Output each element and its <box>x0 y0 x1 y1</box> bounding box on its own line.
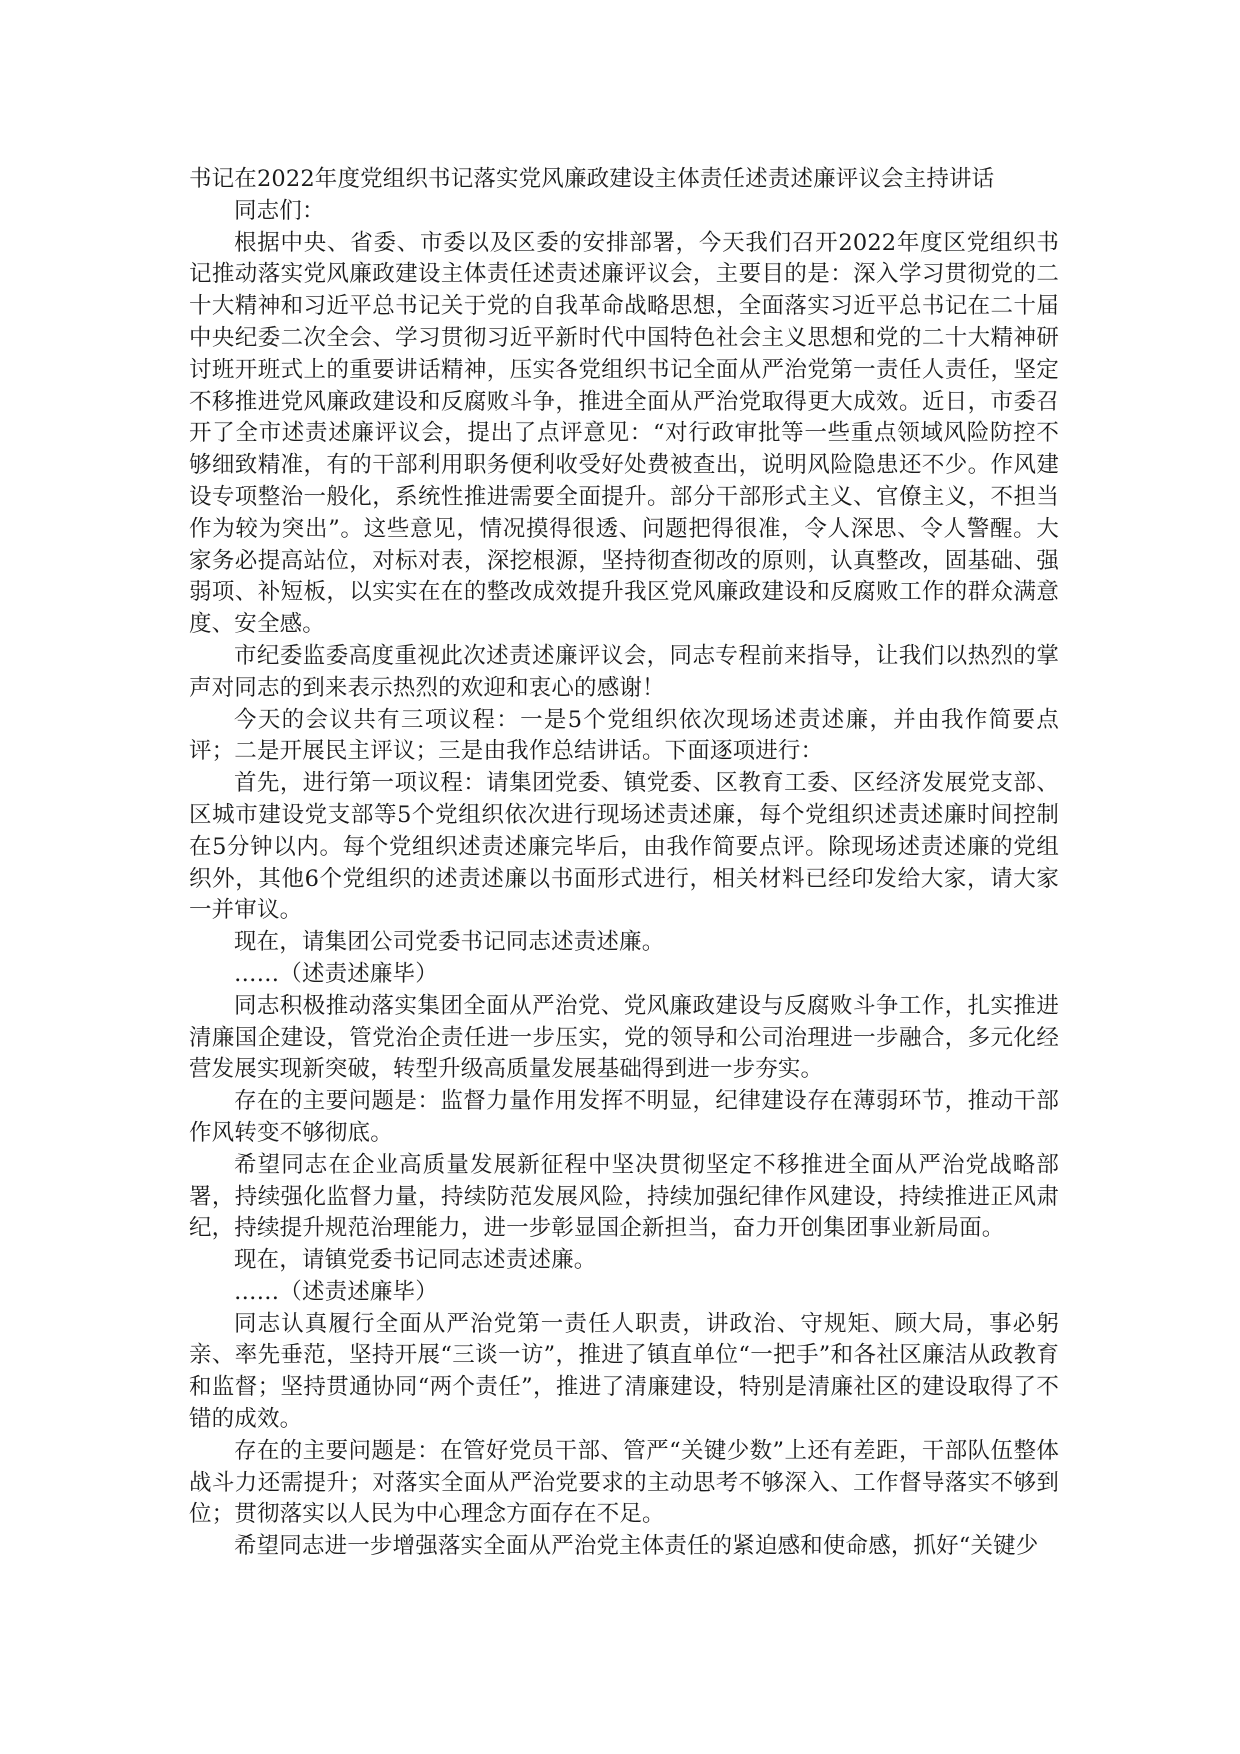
paragraph-town-problems: 存在的主要问题是：在管好党员干部、管严“关键少数”上还有差距，干部队伍整体战斗力还需提升；对落实全面从严治党要求的主动思考不够深入、工作督导落实不够到位；贯彻落实以人民为中心理念方面存在不足。 <box>189 1437 1059 1528</box>
paragraph-agenda: 今天的会议共有三项议程：一是5个党组织依次现场述责述廉，并由我作简要点评；二是开展民主评议；三是由我作总结讲话。下面逐项进行： <box>189 706 1059 765</box>
paragraph-salutation: 同志们： <box>234 197 325 224</box>
document-title: 书记在2022年度党组织书记落实党风廉政建设主体责任述责述廉评议会主持讲话 <box>189 166 995 192</box>
paragraph-report-end-2: ……（述责述廉毕） <box>234 1278 438 1305</box>
paragraph-invite-town: 现在，请镇党委书记同志述责述廉。 <box>234 1247 597 1274</box>
paragraph-meeting-purpose: 根据中央、省委、市委以及区委的安排部署，今天我们召开2022年度区党组织书记推动落实党风廉政建设主体责任述责述廉评议会，主要目的是：深入学习贯彻党的二十大精神和习近平总书记关于党的自我革命战略思想，全面落实习近平总书记在二十届中央纪委二次全会、学习贯彻习近平新时代中国特色社会主义思想和党的二十大精神研讨班开班式上的重要讲话精神，压实各党组织书记全面从严治党第一责任人责任，坚定不移推进党风廉政建设和反腐败斗争，推进全面从严治党取得更大成效。近日，市委召开了全市述责述廉评议会，提出了点评意见：“对行政审批等一些重点领域风险防控不够细致精准，有的干部利用职务便利收受好处费被查出，说明风险隐患还不少。作风建设专项整治一般化，系统性推进需要全面提升。部分干部形式主义、官僚主义，不担当作为较为突出”。这些意见，情况摸得很透、问题把得很准，令人深思、令人警醒。大家务必提高站位，对标对表，深挖根源，坚持彻查彻改的原则，认真整改，固基础、强弱项、补短板，以实实在在的整改成效提升我区党风廉政建设和反腐败工作的群众满意度、安全感。 <box>189 229 1059 638</box>
paragraph-town-comment: 同志认真履行全面从严治党第一责任人职责，讲政治、守规矩、顾大局，事必躬亲、率先垂范，坚持开展“三谈一访”，推进了镇直单位“一把手”和各社区廉洁从政教育和监督；坚持贯通协同“两个责任”，推进了清廉建设，特别是清廉社区的建设取得了不错的成效。 <box>189 1310 1059 1433</box>
paragraph-town-hopes: 希望同志进一步增强落实全面从严治党主体责任的紧迫感和使命感，抓好“关键少 <box>234 1533 1039 1560</box>
paragraph-group-comment: 同志积极推动落实集团全面从严治党、党风廉政建设与反腐败斗争工作，扎实推进清廉国企建设，管党治企责任进一步压实，党的领导和公司治理进一步融合，多元化经营发展实现新突破，转型升级高质量发展基础得到进一步夯实。 <box>189 992 1059 1083</box>
paragraph-group-problems: 存在的主要问题是：监督力量作用发挥不明显，纪律建设存在薄弱环节，推动干部作风转变不够彻底。 <box>189 1088 1059 1146</box>
paragraph-first-item: 首先，进行第一项议程：请集团党委、镇党委、区教育工委、区经济发展党支部、区城市建设党支部等5个党组织依次进行现场述责述廉，每个党组织述责述廉时间控制在5分钟以内。每个党组织述责述廉完毕后，由我作简要点评。除现场述责述廉的党组织外，其他6个党组织的述责述廉以书面形式进行，相关材料已经印发给大家，请大家一并审议。 <box>189 770 1059 924</box>
paragraph-invite-group: 现在，请集团公司党委书记同志述责述廉。 <box>234 929 665 956</box>
document-page <box>189 164 1059 1563</box>
paragraph-welcome: 市纪委监委高度重视此次述责述廉评议会，同志专程前来指导，让我们以热烈的掌声对同志的到来表示热烈的欢迎和衷心的感谢！ <box>189 642 1059 701</box>
paragraph-report-end-1: ……（述责述廉毕） <box>234 960 438 987</box>
paragraph-group-hopes: 希望同志在企业高质量发展新征程中坚决贯彻坚定不移推进全面从严治党战略部署，持续强化监督力量，持续防范发展风险，持续加强纪律作风建设，持续推进正风肃纪，持续提升规范治理能力，进一步彰显国企新担当，奋力开创集团事业新局面。 <box>189 1151 1059 1242</box>
